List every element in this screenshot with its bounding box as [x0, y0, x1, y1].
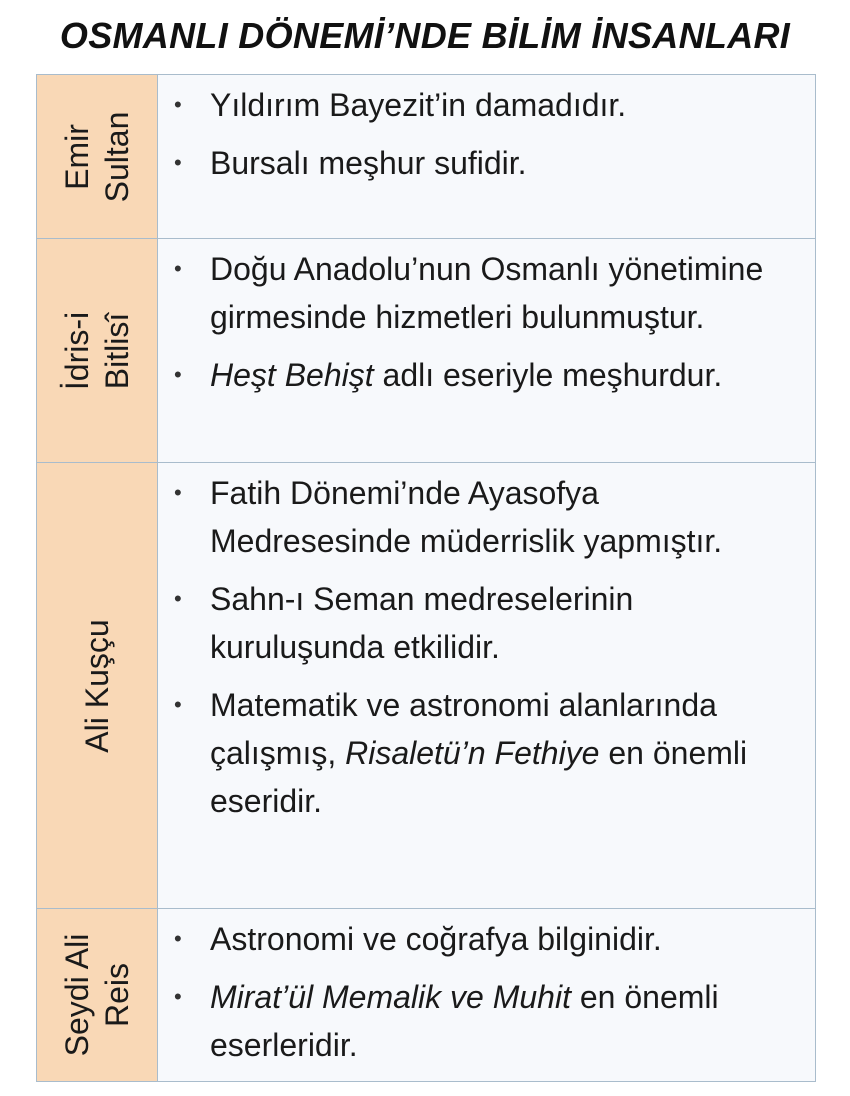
scientist-name — [57, 311, 137, 389]
name-line: Bitlisî — [99, 312, 135, 389]
fact-list — [170, 469, 807, 825]
content-cell — [158, 463, 815, 908]
fact-list — [170, 245, 807, 399]
scientist-name — [57, 934, 137, 1057]
name-cell — [37, 75, 158, 238]
name-line: İdris-i — [59, 311, 95, 390]
fact-item — [170, 681, 807, 825]
content-cell — [158, 75, 815, 238]
name-line: Seydi Ali — [59, 933, 95, 1057]
scientists-table — [36, 74, 816, 1082]
scientist-name — [57, 111, 137, 202]
name-line: Emir — [59, 123, 95, 190]
content-cell — [158, 909, 815, 1081]
name-cell — [37, 463, 158, 908]
fact-item: • Bursalı meşhur sufidir. — [170, 139, 807, 187]
book-title: Heşt Behişt — [210, 357, 374, 393]
fact-list — [170, 915, 807, 1069]
scientist-name — [77, 619, 117, 752]
fact-list — [170, 81, 807, 187]
table-row — [37, 75, 815, 239]
fact-text: en önemli eserleridir. — [210, 979, 719, 1063]
fact-text: adlı eseriyle meşhurdur. — [373, 357, 723, 393]
name-cell — [37, 239, 158, 462]
name-line: Sultan — [99, 111, 135, 202]
fact-item — [170, 351, 807, 399]
fact-item — [170, 973, 807, 1069]
content-cell — [158, 239, 815, 462]
fact-item: • Astronomi ve coğrafya bilginidir. — [170, 915, 807, 963]
book-title: Mirat’ül Memalik ve Muhit — [210, 979, 571, 1015]
table-row — [37, 463, 815, 909]
book-title: Risaletü’n Fethiye — [345, 735, 600, 771]
fact-item: • Yıldırım Bayezit’in damadıdır. — [170, 81, 807, 129]
page-title: OSMANLI DÖNEMİ’NDE BİLİM İNSANLARI — [59, 15, 791, 56]
fact-item: • Fatih Dönemi’nde Ayasofya Medresesinde müderrislik yapmıştır. — [170, 469, 807, 565]
name-line: Ali Kuşçu — [79, 618, 115, 753]
fact-item: • Doğu Anadolu’nun Osmanlı yönetimine girmesinde hizmetleri bulunmuştur. — [170, 245, 807, 341]
table-row — [37, 909, 815, 1081]
fact-text: Matematik ve astronomi alanlarında çalışmış, — [210, 687, 717, 771]
fact-text: en önemli eseridir. — [210, 735, 748, 819]
name-line: Reis — [99, 962, 135, 1028]
table-row — [37, 239, 815, 463]
name-cell — [37, 909, 158, 1081]
fact-item: • Sahn-ı Seman medreselerinin kuruluşunda etkilidir. — [170, 575, 807, 671]
